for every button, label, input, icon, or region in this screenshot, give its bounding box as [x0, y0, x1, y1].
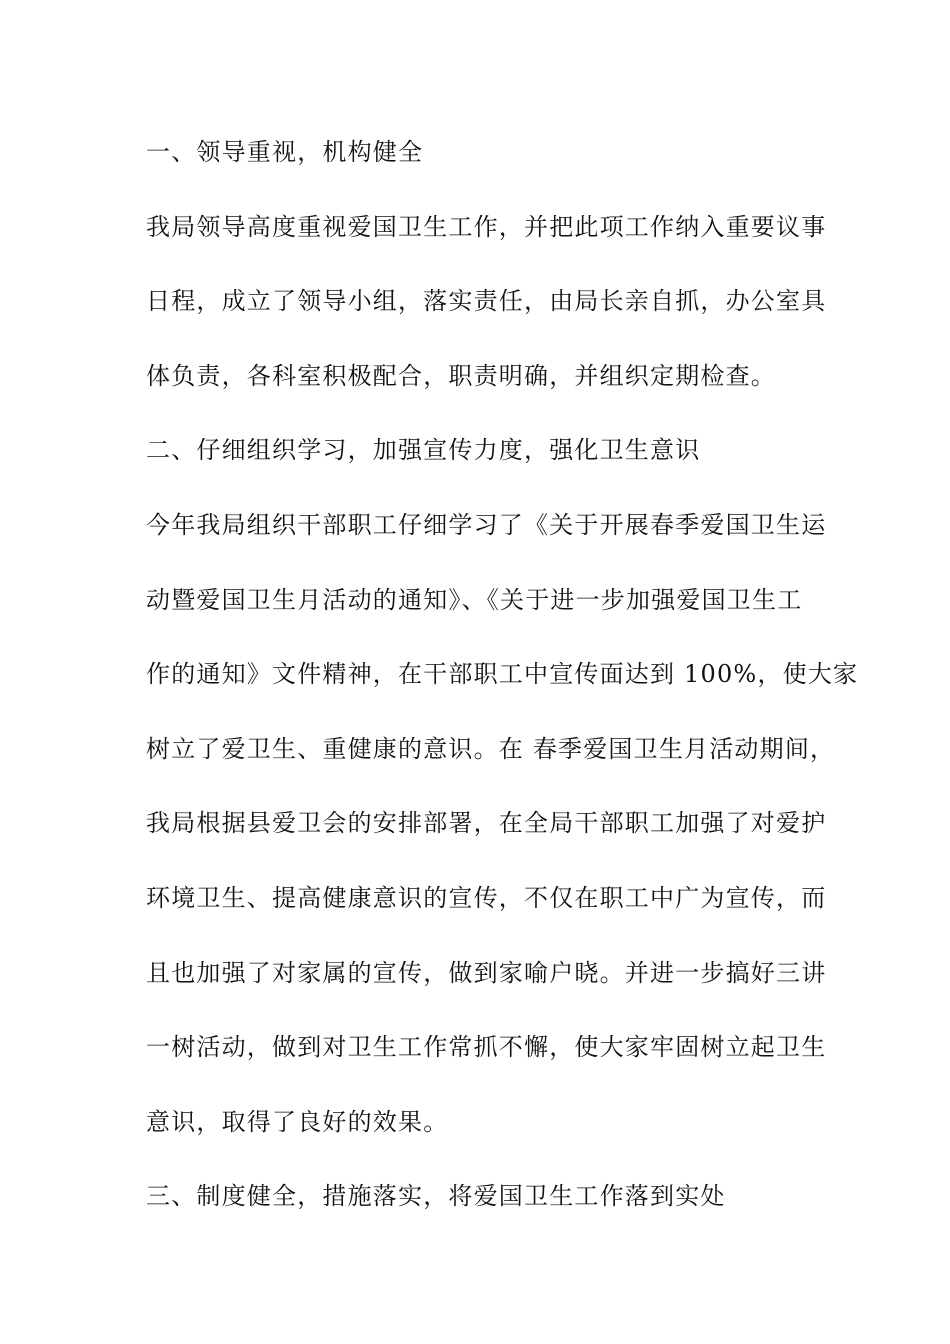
paragraph-line: 意识，取得了良好的效果。 — [146, 1107, 449, 1136]
paragraph-line: 且也加强了对家属的宣传，做到家喻户晓。并进一步搞好三讲 — [146, 958, 827, 987]
paragraph-line: 我局根据县爱卫会的安排部署，在全局干部职工加强了对爱护 — [146, 809, 827, 838]
paragraph-line: 体负责，各科室积极配合，职责明确，并组织定期检查。 — [146, 361, 776, 390]
paragraph-line: 环境卫生、提高健康意识的宣传，不仅在职工中广为宣传，而 — [146, 883, 827, 912]
paragraph-line: 我局领导高度重视爱国卫生工作，并把此项工作纳入重要议事 — [146, 212, 827, 241]
paragraph-line: 动暨爱国卫生月活动的通知》、《关于进一步加强爱国卫生工 — [146, 585, 803, 614]
paragraph-line: 日程，成立了领导小组，落实责任，由局长亲自抓，办公室具 — [146, 287, 827, 316]
paragraph-line: 作的通知》文件精神，在干部职工中宣传面达到 100%，使大家 — [146, 660, 859, 689]
paragraph-line: 树立了爱卫生、重健康的意识。在 春季爱国卫生月活动期间， — [146, 734, 836, 763]
paragraph-line: 一树活动，做到对卫生工作常抓不懈，使大家牢固树立起卫生 — [146, 1033, 827, 1062]
paragraph-line: 今年我局组织干部职工仔细学习了《关于开展春季爱国卫生运 — [146, 510, 827, 539]
section-heading-3: 三、制度健全，措施落实，将爱国卫生工作落到实处 — [146, 1182, 726, 1211]
document-body — [146, 128, 859, 1247]
section-heading-1: 一、领导重视，机构健全 — [146, 138, 424, 166]
section-heading-2: 二、仔细组织学习，加强宣传力度，强化卫生意识 — [146, 436, 701, 465]
